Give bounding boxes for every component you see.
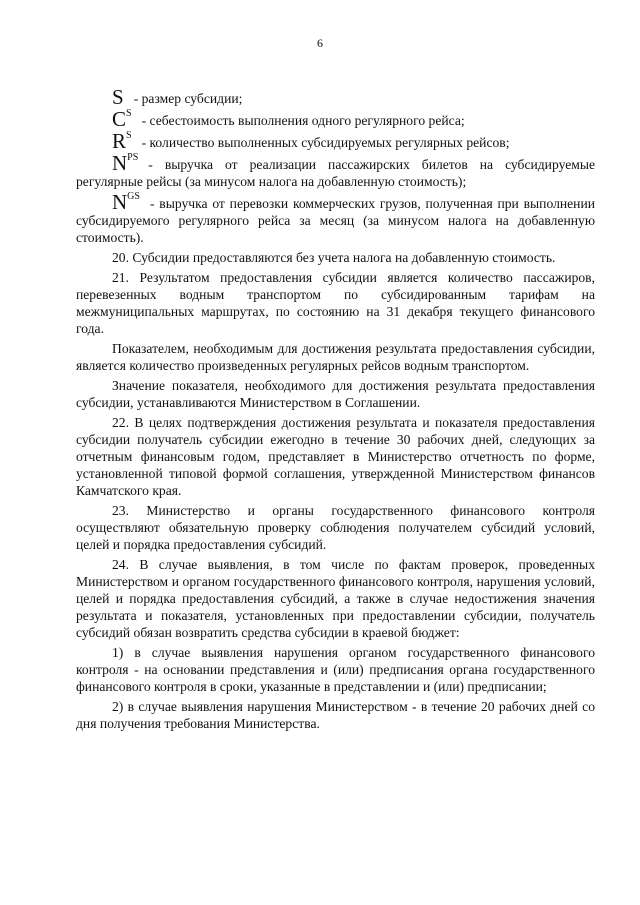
definition-text: - выручка от перевозки коммерческих грузов, полученная при выполнении субсидируемого регулярного рейса за месяц (за минусом налога на добавленную стоимость). — [76, 196, 595, 245]
paragraph-indicator: Показателем, необходимым для достижения результата предоставления субсидии, является количество произведенных регулярных рейсов водным транспортом. — [76, 341, 595, 373]
definition-nps — [76, 151, 595, 190]
paragraph-24: 24. В случае выявления, в том числе по фактам проверок, проведенных Министерством и органом государственного финансового контроля, нарушения условий, целей и порядка предоставления субсидий, а также в случае недостижения значения результата и показателя, установленных при предоставлении субсидии, получатель субсидий обязан возвратить средства субсидии в краевой бюджет: — [76, 557, 595, 640]
paragraph-24-item-2: 2) в случае выявления нарушения Министерством - в течение 20 рабочих дней со дня получения требования Министерства. — [76, 699, 595, 731]
symbol: S — [112, 85, 124, 109]
definition-ngs — [76, 190, 595, 246]
paragraph-21: 21. Результатом предоставления субсидии является количество пассажиров, перевезенных водным транспортом по субсидированным тарифам на межмуниципальных маршрутах, по состоянию на 31 декабря текущего финансового года. — [76, 270, 595, 336]
definition-text: - себестоимость выполнения одного регулярного рейса; — [141, 113, 465, 128]
paragraph-23: 23. Министерство и органы государственного финансового контроля осуществляют обязательную проверку соблюдения получателем субсидий условий, целей и порядка предоставления субсидий. — [76, 503, 595, 552]
definition-s — [76, 85, 595, 109]
symbol: N — [112, 190, 128, 214]
definition-text: - размер субсидии; — [133, 91, 243, 106]
page-number: 6 — [317, 36, 323, 50]
symbol-superscript: S — [126, 108, 132, 119]
symbol-superscript: GS — [127, 191, 140, 202]
paragraph-indicator-value: Значение показателя, необходимого для достижения результата предоставления субсидии, устанавливаются Министерством в Соглашении. — [76, 378, 595, 410]
symbol: N — [112, 151, 128, 175]
document-body — [76, 85, 595, 732]
symbol: C — [112, 107, 127, 131]
definition-text: - выручка от реализации пассажирских билетов на субсидируемые регулярные рейсы (за минусом налога на добавленную стоимость); — [76, 157, 595, 189]
definition-text: - количество выполненных субсидируемых регулярных рейсов; — [141, 135, 510, 150]
definition-cs — [76, 107, 595, 131]
paragraph-22: 22. В целях подтверждения достижения результата и показателя предоставления субсидии получатель субсидии ежегодно в течение 30 рабочих дней, следующих за отчетным финансовым годом, представляет в Министерство отчетность по форме, установленной типовой формой соглашения, утвержденной Министерством финансов Камчатского края. — [76, 415, 595, 498]
definition-rs — [76, 129, 595, 153]
symbol-superscript: PS — [127, 152, 139, 163]
paragraph-20: 20. Субсидии предоставляются без учета налога на добавленную стоимость. — [112, 250, 556, 265]
paragraph-24-item-1: 1) в случае выявления нарушения органом государственного финансового контроля - на основании представления и (или) предписания органа государственного финансового контроля в сроки, указанные в представлении и (или) предписании; — [76, 645, 595, 694]
symbol: R — [112, 129, 127, 153]
symbol-superscript: S — [126, 130, 132, 141]
